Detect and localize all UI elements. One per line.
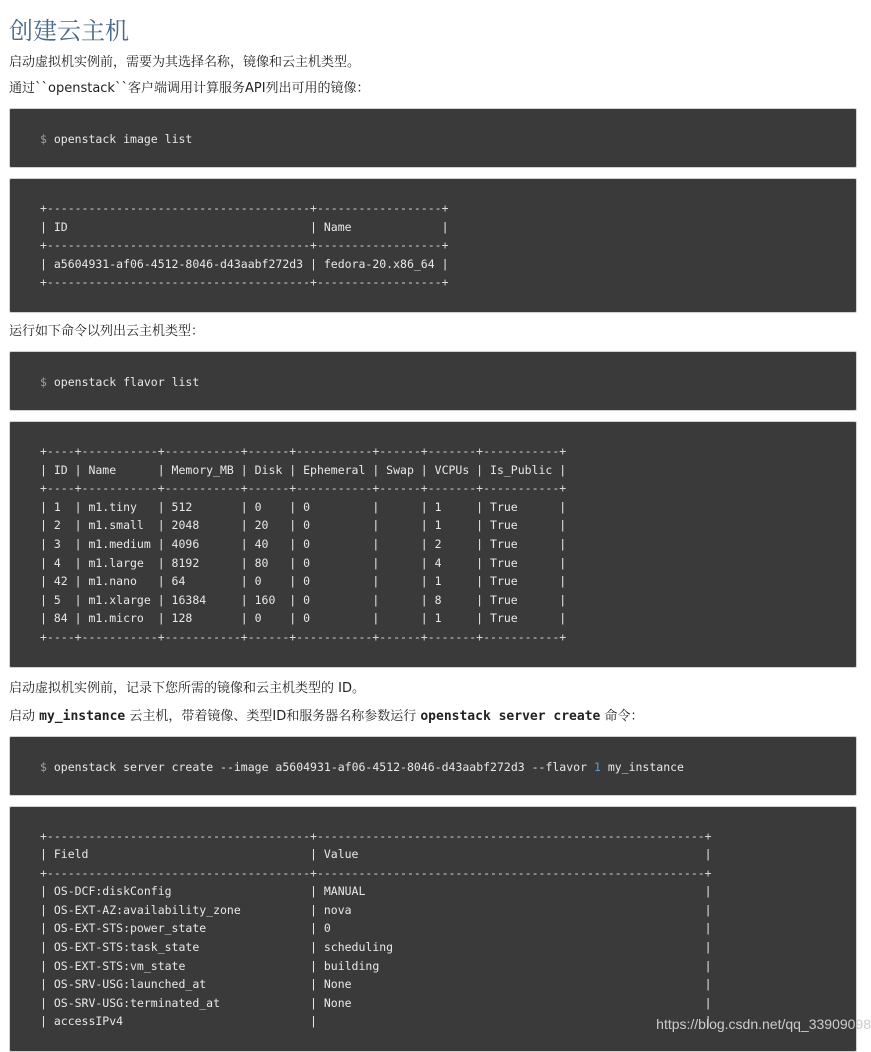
table-border: +--------------------------------------+--------------------------------------------------------+ (40, 864, 826, 883)
table-row: | accessIPv4 | | (40, 1012, 826, 1031)
page-title: 创建云主机 (9, 0, 856, 48)
table-border: +----+-----------+-----------+------+-----------+------+-------+-----------+ (40, 442, 826, 461)
launch-paragraph (9, 708, 856, 726)
table-header: | ID | Name | Memory_MB | Disk | Ephemeral | Swap | VCPUs | Is_Public | (40, 461, 826, 480)
instance-name-code: my_instance (39, 709, 125, 724)
intro-paragraph: 启动虚拟机实例前，需要为其选择名称，镜像和云主机类型。 (9, 54, 856, 72)
table-row: | OS-EXT-STS:task_state | scheduling | (40, 938, 826, 957)
table-border: +--------------------------------------+------------------+ (40, 199, 826, 218)
table-row: | OS-SRV-USG:launched_at | None | (40, 975, 826, 994)
table-row: | OS-EXT-STS:vm_state | building | (40, 957, 826, 976)
table-border: +----+-----------+-----------+------+-----------+------+-------+-----------+ (40, 628, 826, 647)
shell-prompt: $ (40, 132, 47, 146)
table-row: | OS-EXT-STS:power_state | 0 | (40, 919, 826, 938)
table-border: +----+-----------+-----------+------+-----------+------+-------+-----------+ (40, 479, 826, 498)
table-row: | 84 | m1.micro | 128 | 0 | 0 | | 1 | True | (40, 609, 826, 628)
table-row: | 3 | m1.medium | 4096 | 40 | 0 | | 2 | True | (40, 535, 826, 554)
table-row: | 2 | m1.small | 2048 | 20 | 0 | | 1 | True | (40, 516, 826, 535)
command-text: openstack flavor list (54, 375, 199, 389)
launch-text-suffix: 命令： (600, 709, 643, 724)
table-row: | 42 | m1.nano | 64 | 0 | 0 | | 1 | True | (40, 572, 826, 591)
command-text-instance: my_instance (608, 760, 684, 774)
code-block-image-list-output[interactable] (9, 178, 857, 313)
code-block-flavor-list-output[interactable] (9, 421, 857, 668)
table-row: | 1 | m1.tiny | 512 | 0 | 0 | | 1 | True | (40, 498, 826, 517)
table-border: +--------------------------------------+--------------------------------------------------------+ (40, 827, 826, 846)
shell-prompt: $ (40, 760, 47, 774)
flavor-list-paragraph: 运行如下命令以列出云主机类型： (9, 323, 856, 341)
table-row: | 5 | m1.xlarge | 16384 | 160 | 0 | | 8 | True | (40, 591, 826, 610)
code-block-server-create-command[interactable] (9, 736, 857, 796)
code-block-image-list-command[interactable] (9, 108, 857, 168)
table-row: | OS-EXT-AZ:availability_zone | nova | (40, 901, 826, 920)
server-create-code: openstack server create (420, 709, 600, 724)
shell-prompt: $ (40, 375, 47, 389)
table-row: | 4 | m1.large | 8192 | 80 | 0 | | 4 | True | (40, 554, 826, 573)
command-text: openstack image list (54, 132, 192, 146)
command-text: openstack server create --image a5604931-af06-4512-8046-d43aabf272d3 --flavor (54, 760, 587, 774)
table-header: | Field | Value | (40, 845, 826, 864)
code-block-flavor-list-command[interactable] (9, 351, 857, 411)
table-row: | OS-DCF:diskConfig | MANUAL | (40, 882, 826, 901)
record-ids-paragraph: 启动虚拟机实例前，记录下您所需的镜像和云主机类型的 ID。 (9, 680, 856, 698)
table-header: | ID | Name | (40, 218, 826, 237)
table-row: | OS-SRV-USG:terminated_at | None | (40, 994, 826, 1013)
table-border: +--------------------------------------+------------------+ (40, 236, 826, 255)
table-border: +--------------------------------------+------------------+ (40, 273, 826, 292)
launch-text-middle: 云主机，带着镜像、类型ID和服务器名称参数运行 (125, 709, 420, 724)
watermark-url: https://blog.csdn.net/qq_33909098 (656, 1016, 871, 1032)
image-list-paragraph: 通过``openstack``客户端调用计算服务API列出可用的镜像： (9, 80, 856, 98)
table-row: | a5604931-af06-4512-8046-d43aabf272d3 | fedora-20.x86_64 | (40, 255, 826, 274)
flavor-id-number: 1 (594, 760, 601, 774)
launch-text-prefix: 启动 (9, 709, 39, 724)
